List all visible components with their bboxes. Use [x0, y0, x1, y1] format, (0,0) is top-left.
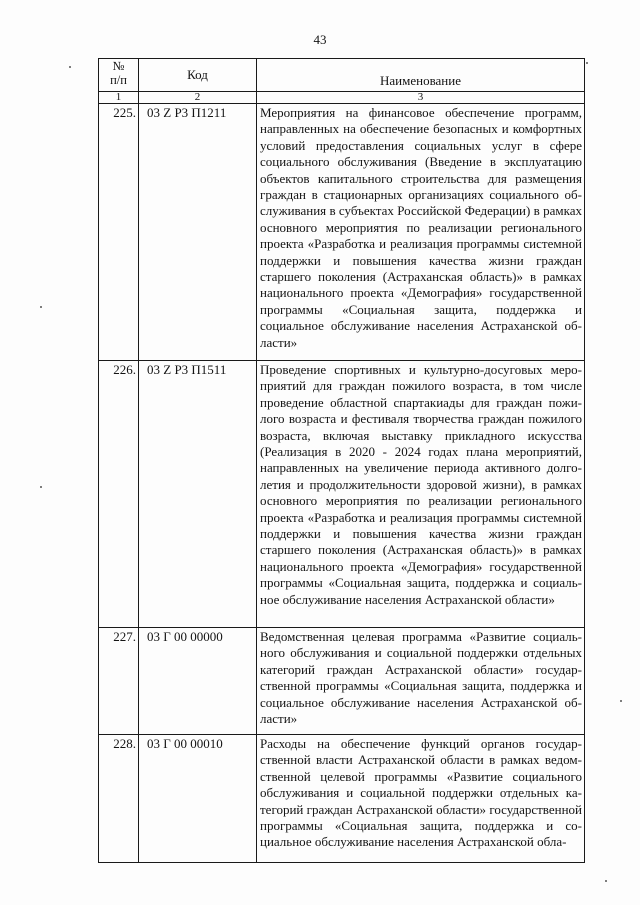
row-code: 03 Z P3 П1211 [139, 104, 257, 361]
row-name: Ведомственная целевая программа «Развитие социального обслуживания и социальной поддержки отдельных категорий граждан Астраханской области» государственной программы «Социальная защита, поддержка и социальное обслуживание населения Астраханской области» [257, 628, 585, 735]
column-index-row [99, 92, 585, 104]
row-number: 228. [99, 735, 139, 863]
table-row [99, 361, 585, 628]
column-index-3: 3 [257, 92, 585, 104]
scan-speck [40, 486, 42, 488]
table-row [99, 735, 585, 863]
scan-speck [586, 62, 588, 64]
row-number: 225. [99, 104, 139, 361]
header-code: Код [139, 59, 257, 92]
column-index-2: 2 [139, 92, 257, 104]
header-number-abbrev: п/п [110, 73, 127, 87]
document-table [98, 58, 585, 863]
page-number: 43 [313, 32, 327, 47]
header-number-symbol: № [112, 59, 125, 73]
row-code: 03 Г 00 00010 [139, 735, 257, 863]
scan-speck [620, 700, 622, 702]
scan-speck [69, 66, 71, 68]
table-row [99, 628, 585, 735]
row-name: Расходы на обеспечение функций органов государственной власти Астраханской области в рамках ведомственной целевой программы «Развитие социального обслуживания и социальной поддержки отдельных категорий граждан Астраханской области» государственной программы «Социальная защита, поддержка и социальное обслуживание населения Астраханской обла- [257, 735, 585, 863]
row-number: 227. [99, 628, 139, 735]
header-number [99, 59, 139, 92]
table-header-row [99, 59, 585, 92]
row-code: 03 Г 00 00000 [139, 628, 257, 735]
row-name: Мероприятия на финансовое обеспечение программ, направленных на обеспечение безопасных и комфортных условий предоставления социальных услуг в сфере социального обслуживания (Введение в эксплуатацию объектов капитального строительства для размещения граждан в стационарных организациях социального обслуживания в субъектах Российской Федерации) в рамках основного мероприятия по реализации регионального проекта «Разработка и реализация программы системной поддержки и повышения качества жизни граждан старшего поколения (Астраханская область)» в рамках национального проекта «Демография» государственной программы «Социальная защита, поддержка и социальное обслуживание населения Астраханской области» [257, 104, 585, 361]
row-number: 226. [99, 361, 139, 628]
scan-speck [40, 306, 42, 308]
scan-speck [605, 880, 607, 882]
row-name: Проведение спортивных и культурно-досуговых мероприятий для граждан пожилого возраста, в том числе проведение областной спартакиады для граждан пожилого возраста и фестиваля творчества граждан пожилого возраста, включая выставку прикладного искусства (Реализация в 2020 - 2024 годах плана мероприятий, направленных на увеличение периода активного долголетия и продолжительности здоровой жизни), в рамках основного мероприятия по реализации регионального проекта «Разработка и реализация программы системной поддержки и повышения качества жизни граждан старшего поколения (Астраханская область)» в рамках национального проекта «Демография» государственной программы «Социальная защита, поддержка и социальное обслуживание населения Астраханской области» [257, 361, 585, 628]
column-index-1: 1 [99, 92, 139, 104]
table-row [99, 104, 585, 361]
row-code: 03 Z P3 П1511 [139, 361, 257, 628]
header-name: Наименование [257, 59, 585, 92]
